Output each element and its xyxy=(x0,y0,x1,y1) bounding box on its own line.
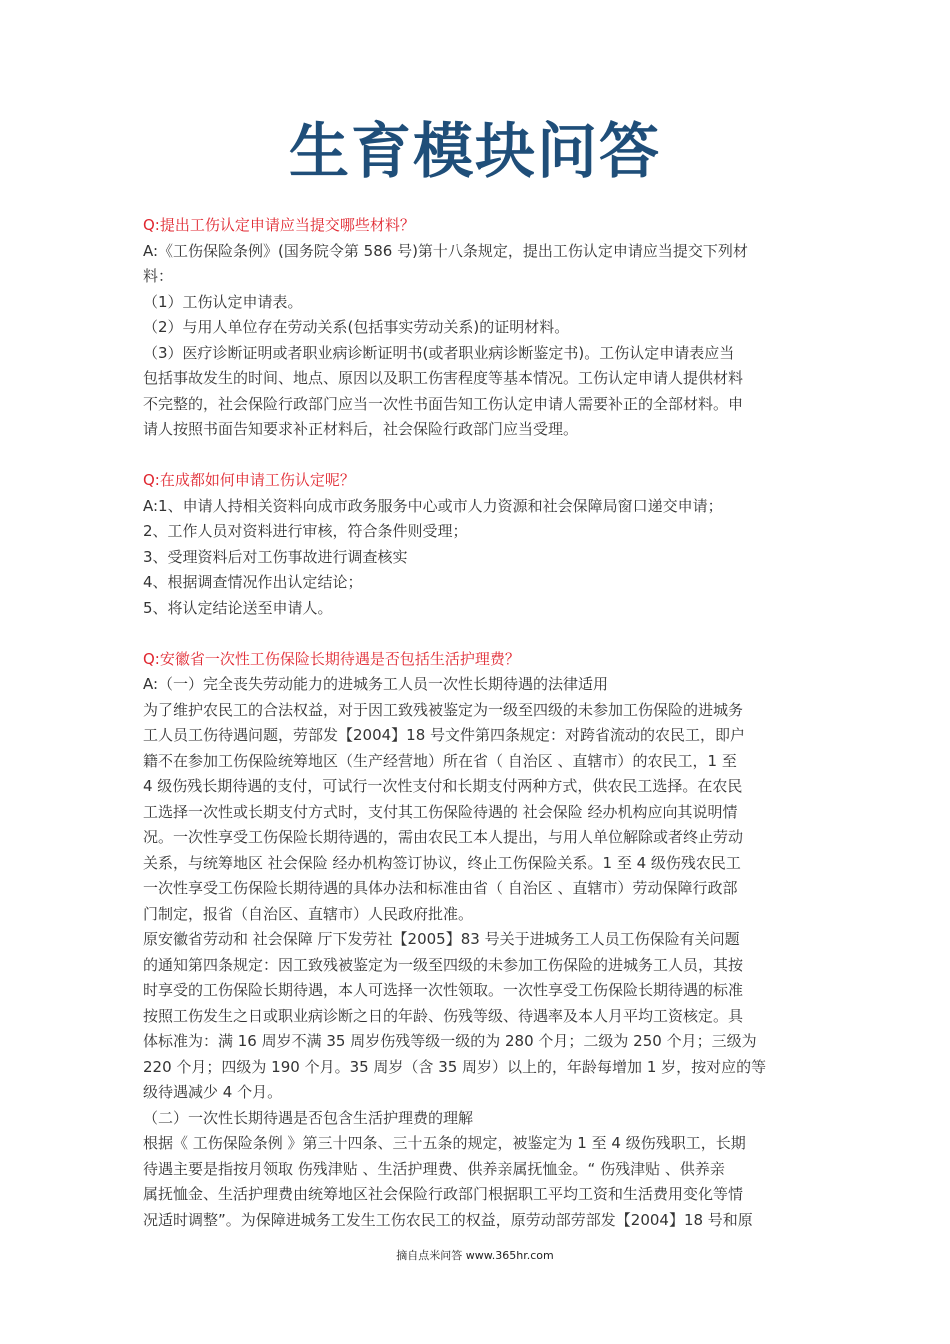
answer-line: 工人员工伤待遇问题，劳部发【2004】18 号文件第四条规定：对跨省流动的农民工，即户 xyxy=(143,726,746,744)
answer-line: （1）工伤认定申请表。 xyxy=(143,292,303,311)
answer-line: 220 个月；四级为 190 个月。35 周岁（含 35 周岁）以上的，年龄每增加 1 岁，按对应的等 xyxy=(143,1057,767,1076)
answer-line: 的通知第四条规定：因工致残被鉴定为一级至四级的未参加工伤保险的进城务工人员，其按 xyxy=(143,955,744,974)
answer-line: （二）一次性长期待遇是否包含生活护理费的理解 xyxy=(143,1108,474,1127)
answer-line: 按照工伤发生之日或职业病诊断之日的年龄、伤残等级、待遇率及本人月平均工资核定。具 xyxy=(143,1006,744,1025)
footer-source: 摘自点米问答 www.365hr.com xyxy=(396,1249,554,1262)
answer-line: 根据《 工伤保险条例 》第三十四条、三十五条的规定，被鉴定为 1 至 4 级伤残职工，长期 xyxy=(143,1134,746,1152)
answer-line: 包括事故发生的时间、地点、原因以及职工伤害程度等基本情况。工伤认定申请人提供材料 xyxy=(143,369,744,387)
answer-line: 一次性享受工伤保险长期待遇的具体办法和标准由省（ 自治区 、直辖市）劳动保障行政部 xyxy=(143,879,738,897)
answer-line: 况适时调整”。为保障进城务工发生工伤农民工的权益，原劳动部劳部发【2004】18 号和原 xyxy=(143,1210,753,1229)
answer-line: 关系，与统筹地区 社会保险 经办机构签订协议，终止工伤保险关系。1 至 4 级伤残农民工 xyxy=(143,853,741,872)
answer-line: 为了维护农民工的合法权益，对于因工致残被鉴定为一级至四级的未参加工伤保险的进城务 xyxy=(143,700,744,719)
answer-line: 待遇主要是指按月领取 伤残津贴 、生活护理费、供养亲属抚恤金。“ 伤残津贴 、供养亲 xyxy=(143,1159,725,1178)
answer-line: A:《工伤保险条例》(国务院令第 586 号)第十八条规定，提出工伤认定申请应当提交下列材 xyxy=(143,241,748,260)
question-line: Q:在成都如何申请工伤认定呢？ xyxy=(143,471,355,489)
answer-line: 原安徽省劳动和 社会保障 厅下发劳社【2005】83 号关于进城务工人员工伤保险有关问题 xyxy=(143,930,740,948)
section-gap xyxy=(143,621,811,647)
answer-line: 5、将认定结论送至申请人。 xyxy=(143,598,333,617)
answer-line: 3、受理资料后对工伤事故进行调查核实 xyxy=(143,547,408,566)
answer-line: 况。一次性享受工伤保险长期待遇的，需由农民工本人提出，与用人单位解除或者终止劳动 xyxy=(143,828,744,846)
answer-line: （3）医疗诊断证明或者职业病诊断证明书(或者职业病诊断鉴定书)。工伤认定申请表应当 xyxy=(143,343,735,362)
answer-line: 2、工作人员对资料进行审核，符合条件则受理； xyxy=(143,522,468,540)
document-title: 生育模块问答 xyxy=(289,117,661,187)
answer-line: 门制定，报省（自治区、直辖市）人民政府批准。 xyxy=(143,904,474,923)
answer-line: 体标准为：满 16 周岁不满 35 周岁伤残等级一级的为 280 个月；二级为 250 个月；三级为 xyxy=(143,1032,757,1050)
answer-line: 工选择一次性或长期支付方式时，支付其工伤保险待遇的 社会保险 经办机构应向其说明情 xyxy=(143,802,738,821)
answer-line: 4 级伤残长期待遇的支付，可试行一次性支付和长期支付两种方式，供农民工选择。在农民 xyxy=(143,777,743,795)
answer-line: 料： xyxy=(143,267,174,285)
qa-section xyxy=(143,647,811,1234)
answer-line: （2）与用人单位存在劳动关系(包括事实劳动关系)的证明材料。 xyxy=(143,318,570,336)
question-line: Q:提出工伤认定申请应当提交哪些材料？ xyxy=(143,216,415,234)
answer-line: 时享受的工伤保险长期待遇，本人可选择一次性领取。一次性享受工伤保险长期待遇的标准 xyxy=(143,981,744,999)
section-gap xyxy=(143,443,811,469)
answer-line: 请人按照书面告知要求补正材料后，社会保险行政部门应当受理。 xyxy=(143,420,579,438)
answer-line: A:（一）完全丧失劳动能力的进城务工人员一次性长期待遇的法律适用 xyxy=(143,675,609,693)
answer-line: 级待遇减少 4 个月。 xyxy=(143,1083,283,1101)
answer-line: 不完整的，社会保险行政部门应当一次性书面告知工伤认定申请人需要补正的全部材料。申 xyxy=(143,394,744,413)
question-line: Q:安徽省一次性工伤保险长期待遇是否包括生活护理费？ xyxy=(143,649,520,668)
answer-line: A:1、申请人持相关资料向成市政务服务中心或市人力资源和社会保障局窗口递交申请； xyxy=(143,496,723,515)
answer-line: 属抚恤金、生活护理费由统筹地区社会保险行政部门根据职工平均工资和生活费用变化等情 xyxy=(143,1185,744,1203)
answer-line: 4、根据调查情况作出认定结论； xyxy=(143,573,363,591)
answer-line: 籍不在参加工伤保险统筹地区（生产经营地）所在省（ 自治区 、直辖市）的农民工，1 至 xyxy=(143,751,737,770)
qa-section xyxy=(143,213,811,443)
qa-section xyxy=(143,468,811,621)
qa-content xyxy=(143,213,811,1233)
